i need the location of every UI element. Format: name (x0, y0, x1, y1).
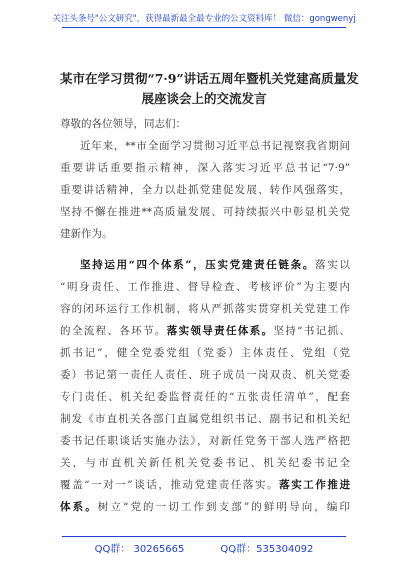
body-line (60, 500, 350, 514)
subsection-heading: 落实领导责任体系。 (166, 325, 274, 337)
body-line: 近年来，**市全面学习贯彻习近平总书记视察我省期间 (80, 140, 350, 152)
body-line: 委书记任职谈话实施办法》，对新任党务干部人选严格把 (60, 435, 350, 447)
body-line: “明身责任、工作推进、督导检查、考核评价”为主要内 (60, 281, 350, 293)
body-line: 专门责任、机关纪委监督责任的“五张责任清单”，配套 (60, 391, 350, 403)
subsection-heading: 体系。 (60, 501, 98, 513)
body-line (80, 258, 350, 272)
body-text: 树立“党的一切工作到支部”的鲜明导向，编印 (97, 501, 350, 513)
body-line: 容的闭环运行工作机制，将从严抓落实贯穿机关党建工作 (60, 303, 350, 315)
footer-contact (0, 540, 408, 555)
body-line: 制发《市直机关各部门直属党组织书记、副书记和机关纪 (60, 413, 350, 425)
body-text: 坚持“书记抓、 (273, 325, 350, 337)
footer-qq-group-2: QQ群：535304092 (220, 544, 314, 555)
header-promo-note: 关注头条号"公文研究"，获得最新最全最专业的公文资料库！ 微信：gongwenyj (52, 14, 356, 24)
subsection-heading: 落实工作推进 (279, 479, 350, 491)
salutation: 尊敬的各位领导，同志们： (60, 118, 186, 130)
section-heading: 坚持运用“四个体系”，压实党建责任链条。 (80, 259, 316, 271)
body-line: 抓书记”，健全党委党组（党委）主体责任、党组（党 (60, 347, 350, 359)
body-line: 关，与市直机关新任机关党委书记、机关纪委书记全 (60, 457, 350, 469)
footer-qq-group-1: QQ群： 30265665 (94, 544, 185, 555)
header-divider (62, 27, 346, 28)
body-line: 建新作为。 (60, 228, 113, 240)
document-title-line-2: 展座谈会上的交流发言 (141, 91, 267, 106)
body-line: 重要讲话重要指示精神，深入落实习近平总书记“7·9” (60, 162, 350, 174)
body-line: 重要讲话精神，全力以赴抓党建促发展、转作风强落实， (60, 184, 350, 196)
body-line (60, 324, 350, 338)
document-title-line-1: 某市在学习贯彻“7·9”讲话五周年暨机关党建高质量发 (60, 71, 359, 86)
body-text: 落实以 (315, 259, 350, 271)
body-text: 覆盖“一对一”谈话，推动党建责任落实。 (60, 479, 280, 491)
body-text: 的全流程、各环节。 (60, 325, 167, 337)
body-line (60, 478, 350, 492)
body-line: 坚持不懈在推进**高质量发展、可持续振兴中彰显机关党 (60, 206, 350, 218)
body-line: 委）书记第一责任人责任、班子成员一岗双责、机关党委 (60, 369, 350, 381)
footer-divider (62, 536, 346, 537)
